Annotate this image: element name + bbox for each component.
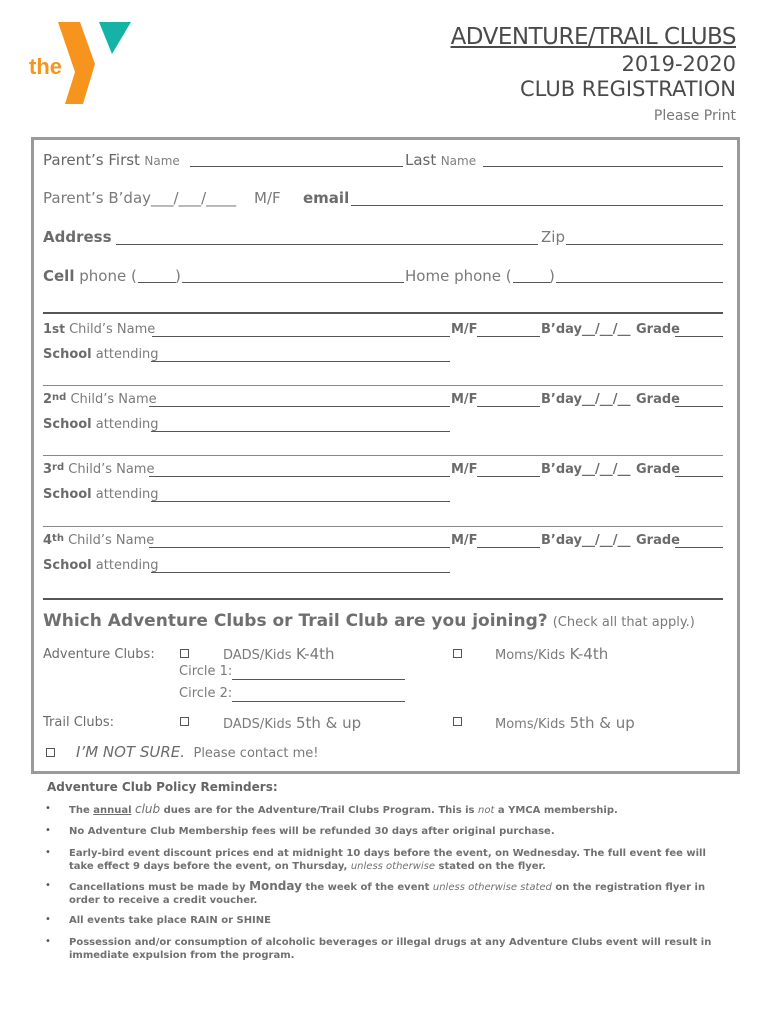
child-2-school-field[interactable] <box>151 431 450 432</box>
not-word: not <box>478 805 495 816</box>
address-label: Address <box>43 228 112 246</box>
bullet-icon: • <box>45 825 51 836</box>
child-1-grade-label: Grade <box>636 322 680 337</box>
home-area-code-field[interactable] <box>513 282 551 283</box>
child-1-name-field[interactable] <box>152 336 450 337</box>
child-3-name-label <box>43 462 154 477</box>
school-word: School <box>43 487 92 502</box>
contact-me-text: Please contact me! <box>193 746 319 761</box>
policy-item-3 <box>69 847 719 873</box>
child-name-word: Child’s Name <box>68 533 155 548</box>
trail-moms-option <box>495 714 635 732</box>
policy-text: stated on the flyer. <box>438 861 546 872</box>
parent-bday-label <box>43 189 236 207</box>
email-label: email <box>303 189 350 207</box>
page-subtitle: CLUB REGISTRATION <box>520 77 736 101</box>
policy-item-5: All events take place RAIN or SHINE <box>69 915 271 926</box>
child-3-bday-field[interactable]: __/__/__ <box>582 462 631 477</box>
child-3-school-label <box>43 487 159 502</box>
divider <box>43 312 723 314</box>
bullet-icon: • <box>45 914 51 925</box>
club-word: club <box>134 802 161 816</box>
unless-otherwise-text: unless otherwise <box>350 861 436 872</box>
child-1-school-field[interactable] <box>151 361 450 362</box>
child-2-school-label <box>43 417 159 432</box>
child-3-bday-label <box>541 462 631 477</box>
grade-range-text: 5th & up <box>569 714 635 732</box>
please-print-note: Please Print <box>653 108 736 124</box>
bullet-icon: • <box>45 880 51 891</box>
parent-first-label <box>43 151 180 169</box>
child-4-mf-label: M/F <box>451 533 478 548</box>
policy-text: Early-bird event discount prices end at midnight 10 days before the event, on Wednesday. The full event fee will take effect 9 days before the event, on Thursday, <box>69 848 706 872</box>
child-3-school-field[interactable] <box>151 501 450 502</box>
child-4-bday-field[interactable]: __/__/__ <box>582 533 631 548</box>
school-word: School <box>43 417 92 432</box>
child-ordinal: 4 <box>43 533 53 548</box>
unless-otherwise-text: unless otherwise stated <box>432 882 552 893</box>
policy-text: Cancellations must be made by <box>69 882 246 893</box>
child-4-name-label <box>43 533 154 548</box>
cell-paren: ) <box>175 267 181 285</box>
adventure-moms-checkbox[interactable] <box>453 649 462 658</box>
email-field[interactable] <box>351 205 723 206</box>
name-word: Name <box>440 154 477 168</box>
zip-field[interactable] <box>566 244 723 245</box>
grade-range-text: K-4th <box>569 645 609 663</box>
trail-dads-option <box>223 714 361 732</box>
child-3-mf-field[interactable] <box>477 476 540 477</box>
dads-kids-text: DADS/Kids <box>223 717 292 732</box>
child-ordinal: 1 <box>43 322 53 337</box>
season-year: 2019-2020 <box>621 52 736 76</box>
divider <box>43 455 723 456</box>
child-name-word: Child’s Name <box>68 462 155 477</box>
annual-word: annual <box>93 805 132 816</box>
child-2-mf-label: M/F <box>451 392 478 407</box>
child-2-bday-label <box>541 392 631 407</box>
child-ordinal: 3 <box>43 462 53 477</box>
page-title: ADVENTURE/TRAIL CLUBS <box>450 24 736 50</box>
cell-area-code-field[interactable] <box>138 282 176 283</box>
child-2-mf-field[interactable] <box>477 406 540 407</box>
child-2-grade-field[interactable] <box>675 406 723 407</box>
parent-first-name-field[interactable] <box>190 166 403 167</box>
child-4-grade-label: Grade <box>636 533 680 548</box>
bullet-icon: • <box>45 847 51 858</box>
bullet-icon: • <box>45 936 51 947</box>
parent-last-name-field[interactable] <box>483 166 723 167</box>
trail-dads-checkbox[interactable] <box>180 717 189 726</box>
child-name-word: Child’s Name <box>70 392 157 407</box>
policy-text: the week of the event <box>305 882 430 893</box>
logo-the-text: the <box>29 54 62 79</box>
child-2-grade-label: Grade <box>636 392 680 407</box>
bday-word: B’day <box>541 392 582 407</box>
clubs-question-hint: (Check all that apply.) <box>552 615 695 630</box>
child-ordinal-suffix: th <box>52 533 64 544</box>
child-1-bday-field[interactable]: __/__/__ <box>582 322 631 337</box>
policy-text: dues are for the Adventure/Trail Clubs Program. This is <box>163 805 475 816</box>
divider <box>43 598 723 600</box>
zip-label: Zip <box>541 228 565 246</box>
child-1-mf-field[interactable] <box>477 336 540 337</box>
divider <box>43 526 723 527</box>
child-4-bday-label <box>541 533 631 548</box>
adventure-clubs-label: Adventure Clubs: <box>43 647 155 662</box>
moms-kids-text: Moms/Kids <box>495 717 566 732</box>
school-word: School <box>43 558 92 573</box>
adventure-moms-option <box>495 645 608 663</box>
parent-last-label-text: Last <box>405 151 437 169</box>
trail-clubs-label: Trail Clubs: <box>43 715 115 730</box>
not-sure-option <box>76 743 318 761</box>
parent-mf-label[interactable]: M/F <box>254 189 281 207</box>
child-ordinal: 2 <box>43 392 53 407</box>
child-ordinal-suffix: nd <box>52 392 67 403</box>
moms-kids-text: Moms/Kids <box>495 648 566 663</box>
child-name-word: Child’s Name <box>69 322 156 337</box>
policy-text: a YMCA membership. <box>497 805 618 816</box>
monday-word: Monday <box>249 879 302 893</box>
not-sure-text: I’M NOT SURE. <box>76 743 186 761</box>
adventure-dads-checkbox[interactable] <box>180 649 189 658</box>
home-phone-field[interactable] <box>556 282 723 283</box>
dads-kids-text: DADS/Kids <box>223 648 292 663</box>
policy-item-6: Possession and/or consumption of alcoholic beverages or illegal drugs at any Adventure Clubs event will result in immediate expulsion from the program. <box>69 937 712 961</box>
home-paren: ) <box>549 267 555 285</box>
cell-word: Cell <box>43 267 75 285</box>
child-4-name-field[interactable] <box>149 547 450 548</box>
phone-word: phone ( <box>79 267 137 285</box>
child-3-grade-field[interactable] <box>675 476 723 477</box>
clubs-question <box>43 611 695 631</box>
policy-text: on the registration flyer in order to receive a credit voucher. <box>69 882 706 906</box>
circle-1-field[interactable] <box>232 679 405 680</box>
policy-item-2: No Adventure Club Membership fees will be refunded 30 days after original purchase. <box>69 826 555 837</box>
grade-range-text: K-4th <box>295 645 335 663</box>
child-2-bday-field[interactable]: __/__/__ <box>582 392 631 407</box>
bullet-icon: • <box>45 803 51 814</box>
policy-item-4 <box>69 880 719 907</box>
child-1-mf-label: M/F <box>451 322 478 337</box>
name-word: Name <box>144 154 180 168</box>
address-field[interactable] <box>116 244 538 245</box>
circle-2-field[interactable] <box>232 701 405 702</box>
child-3-grade-label: Grade <box>636 462 680 477</box>
cell-phone-label <box>43 267 137 285</box>
child-1-school-label <box>43 347 159 362</box>
parent-first-label-text: Parent’s First <box>43 151 140 169</box>
clubs-question-text: Which Adventure Clubs or Trail Club are you joining? <box>43 611 548 631</box>
circle-2-label: Circle 2: <box>179 686 233 701</box>
child-1-grade-field[interactable] <box>675 336 723 337</box>
divider <box>43 385 723 386</box>
child-4-school-label <box>43 558 159 573</box>
attending-word: attending <box>95 487 159 502</box>
bday-word: B’day <box>541 462 582 477</box>
circle-1-label: Circle 1: <box>179 664 233 679</box>
parent-last-label <box>405 151 476 169</box>
child-ordinal-suffix: st <box>52 322 65 336</box>
policy-title: Adventure Club Policy Reminders: <box>47 780 278 794</box>
child-3-name-field[interactable] <box>149 476 450 477</box>
home-phone-label: Home phone ( <box>405 267 512 285</box>
attending-word: attending <box>95 558 159 573</box>
adventure-dads-option <box>223 645 335 663</box>
policy-item-1 <box>69 803 719 817</box>
child-1-bday-label <box>541 322 631 337</box>
child-4-grade-field[interactable] <box>675 547 723 548</box>
attending-word: attending <box>95 417 159 432</box>
child-4-school-field[interactable] <box>151 572 450 573</box>
trail-moms-checkbox[interactable] <box>453 717 462 726</box>
grade-range-text: 5th & up <box>295 714 362 732</box>
child-ordinal-suffix: rd <box>52 462 65 473</box>
parent-bday-text: Parent’s B’day <box>43 189 152 207</box>
attending-word: attending <box>95 347 159 362</box>
child-1-name-label <box>43 322 155 337</box>
logo-ymca-text: YMCA <box>88 76 107 100</box>
child-2-name-label <box>43 392 157 407</box>
bday-word: B’day <box>541 322 582 337</box>
parent-bday-field[interactable]: ___/___/____ <box>151 189 237 207</box>
policy-text: The <box>69 805 90 816</box>
child-2-name-field[interactable] <box>149 406 450 407</box>
child-3-mf-label: M/F <box>451 462 478 477</box>
not-sure-checkbox[interactable] <box>46 748 55 757</box>
school-word: School <box>43 347 92 362</box>
bday-word: B’day <box>541 533 582 548</box>
child-4-mf-field[interactable] <box>477 547 540 548</box>
cell-phone-field[interactable] <box>182 282 404 283</box>
